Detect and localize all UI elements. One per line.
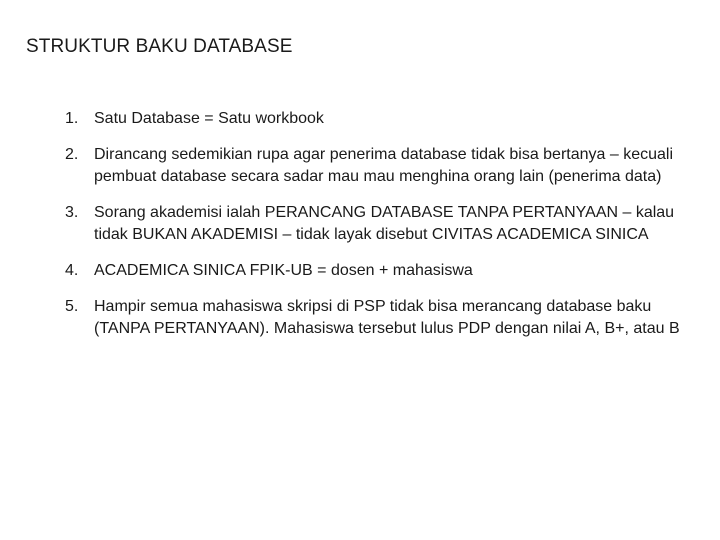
list-item [65,202,705,246]
slide-title: STRUKTUR BAKU DATABASE [26,36,293,57]
list-item-text: ACADEMICA SINICA FPIK-UB = dosen + mahasiswa [94,262,473,279]
list-item-text: Dirancang sedemikian rupa agar penerima database tidak bisa bertanya – kecuali pembuat database secara sadar mau mau menghina orang lain (penerima data) [94,146,674,185]
list-item-number: 3. [65,204,79,221]
list-item-number: 1. [65,110,79,127]
list-item [65,108,705,130]
list-item [65,296,705,340]
list-item-number: 2. [65,146,79,163]
list-item [65,144,705,188]
list-item-number: 4. [65,262,79,279]
list-item-text: Satu Database = Satu workbook [94,110,324,127]
list-item-text: Sorang akademisi ialah PERANCANG DATABASE TANPA PERTANYAAN – kalau tidak BUKAN AKADEMISI – tidak layak disebut CIVITAS ACADEMICA SINICA [94,204,675,243]
numbered-list [65,108,705,354]
list-item-text: Hampir semua mahasiswa skripsi di PSP tidak bisa merancang database baku (TANPA PERTANYAAN). Mahasiswa tersebut lulus PDP dengan nilai A, B+, atau B [94,298,680,337]
list-item [65,260,705,282]
list-item-number: 5. [65,298,79,315]
